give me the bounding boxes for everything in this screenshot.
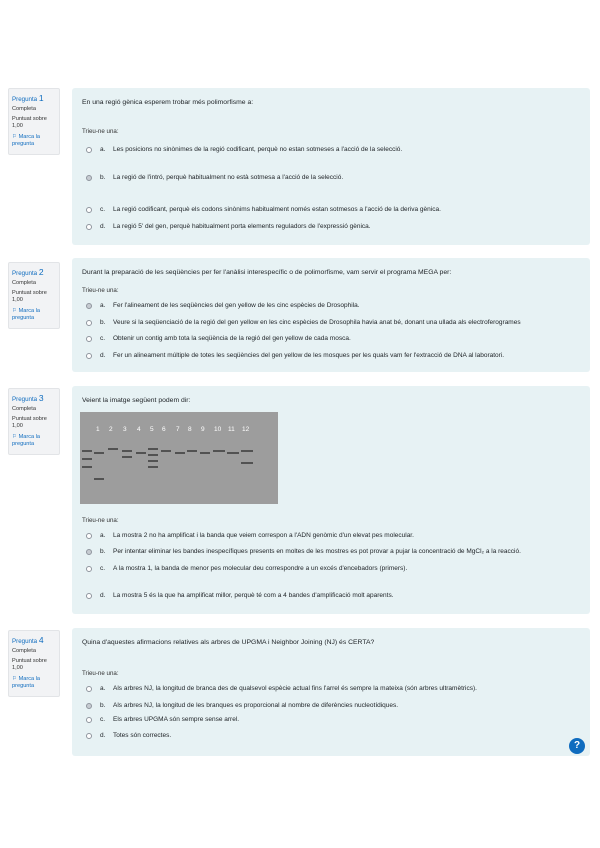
question-3-option-b[interactable]: b. Per intentar eliminar les bandes inespecífiques presents en moltes de les mostres es pot provar a pujar la concentració de MgCl₂ a la reacció. [86,548,582,555]
lane-label: 11 [228,426,235,433]
radio-button[interactable] [86,336,92,342]
gel-band [241,462,253,464]
question-2-status: Completa [12,280,36,286]
question-1-info [8,88,60,155]
question-1-text: En una regió gènica esperem trobar més polimorfisme a: [82,99,254,106]
lane-label: 9 [201,426,205,433]
question-3-text: Veient la imatge següent podem dir: [82,397,191,404]
lane-label: 5 [150,426,154,433]
gel-band [82,458,92,460]
gel-band [148,454,158,456]
gel-band [122,456,132,458]
radio-button[interactable] [86,320,92,326]
question-1-choose-label: Trieu-ne una: [82,128,119,135]
gel-band [187,450,197,452]
question-3-option-a[interactable]: a. La mostra 2 no ha amplificat i la banda que veiem correspon a l'ADN genòmic d'un elevat pes molecular. [86,532,582,539]
gel-band [122,450,132,452]
radio-button[interactable] [86,549,92,555]
radio-button[interactable] [86,147,92,153]
question-3-flag-link[interactable]: ⚐ Marca la pregunta [12,434,41,447]
radio-button[interactable] [86,207,92,213]
question-4-option-a[interactable]: a. Als arbres NJ, la longitud de branca des de qualsevol espècie actual fins l'arrel és sempre la mateixa (són arbres ultramètrics). [86,685,582,692]
question-4-option-b[interactable]: b. Als arbres NJ, la longitud de les branques es proporcional al nombre de diferències nucleotídiques. [86,702,582,709]
radio-button[interactable] [86,224,92,230]
question-4-score: Puntuat sobre 1,00 [12,658,47,671]
radio-button[interactable] [86,717,92,723]
question-1-number: Pregunta 1 [12,93,44,103]
question-2-score: Puntuat sobre 1,00 [12,290,47,303]
question-4-option-c[interactable]: c. Els arbres UPGMA són sempre sense arrel. [86,716,582,723]
flag-icon: ⚐ [12,676,18,682]
radio-button[interactable] [86,703,92,709]
question-4-text: Quina d'aquestes afirmacions relatives als arbres de UPGMA i Neighbor Joining (NJ) és CERTA? [82,639,375,646]
gel-band [94,478,104,480]
question-2-content [72,258,590,372]
flag-icon: ⚐ [12,134,18,140]
question-3-info [8,388,60,455]
radio-button[interactable] [86,353,92,359]
question-2-option-d[interactable]: d. Fer un alineament múltiple de totes les seqüències del gen yellow de les mosques per les quals vam fer l'extracció de DNA al laboratori. [86,352,582,359]
question-1-option-a[interactable]: a. Les posicions no sinònimes de la regió codificant, perquè no estan sotmeses a l'acció de la selecció. [86,146,582,153]
lane-label: 10 [214,426,222,433]
radio-button[interactable] [86,566,92,572]
question-1-status: Completa [12,106,36,112]
gel-band [94,452,104,454]
gel-electrophoresis-image [80,412,278,504]
lane-label: 7 [176,426,180,433]
question-1-option-d[interactable]: d. La regió 5' del gen, perquè habitualment porta elements reguladors de l'expressió gènica. [86,223,582,230]
question-3-status: Completa [12,406,36,412]
question-4-status: Completa [12,648,36,654]
gel-band [200,452,210,454]
lane-label: 12 [242,426,250,433]
gel-band [148,448,158,450]
radio-button[interactable] [86,533,92,539]
question-3-option-d[interactable]: d. La mostra 5 és la que ha amplificat millor, perquè té com a 4 bandes d'amplificació molt aparents. [86,592,582,599]
question-4-info [8,630,60,697]
help-button[interactable]: ? [569,738,585,754]
question-3-score: Puntuat sobre 1,00 [12,416,47,429]
question-2-option-c[interactable]: c. Obtenir un contig amb tota la seqüència de la regió del gen yellow de cada mosca. [86,335,582,342]
gel-band [82,466,92,468]
lane-label: 2 [109,426,113,433]
radio-button[interactable] [86,733,92,739]
question-1-option-b[interactable]: b. La regió de l'intró, perquè habitualment no està sotmesa a l'acció de la selecció. [86,174,582,181]
question-2-option-b[interactable]: b. Veure si la seqüenciació de la regió del gen yellow en les cinc espècies de Drosophila havia anat bé, donant una ullada als electroferogrames [86,319,582,326]
radio-button[interactable] [86,593,92,599]
question-4-choose-label: Trieu-ne una: [82,670,119,677]
flag-icon: ⚐ [12,434,18,440]
question-4-option-d[interactable]: d. Totes són correctes. [86,732,582,739]
question-3-number: Pregunta 3 [12,393,44,403]
lane-label: 1 [96,426,100,433]
lane-label: 8 [188,426,192,433]
question-2-text: Durant la preparació de les seqüències per fer l'anàlisi interespecífic o de polimorfisme, vam servir el programa MEGA per: [82,269,452,276]
radio-button[interactable] [86,303,92,309]
radio-button[interactable] [86,686,92,692]
question-2-flag-link[interactable]: ⚐ Marca la pregunta [12,308,41,321]
question-1-option-c[interactable]: c. La regió codificant, perquè els codons sinònims habitualment només estan sotmesos a l'acció de la deriva gènica. [86,206,582,213]
question-4-flag-link[interactable]: ⚐ Marca la pregunta [12,676,41,689]
question-2-info [8,262,60,329]
question-3-content [72,386,590,614]
question-4-content [72,628,590,756]
gel-band [108,448,118,450]
gel-band [136,452,146,454]
flag-icon: ⚐ [12,308,18,314]
gel-band [227,452,239,454]
gel-band [148,460,158,462]
question-1-score: Puntuat sobre 1,00 [12,116,47,129]
question-2-choose-label: Trieu-ne una: [82,287,119,294]
question-2-option-a[interactable]: a. Fer l'alineament de les seqüències del gen yellow de les cinc espècies de Drosophila. [86,302,582,309]
question-3-option-c[interactable]: c. A la mostra 1, la banda de menor pes molecular deu correspondre a un excés d'encebadors (primers). [86,565,582,572]
lane-label: 4 [137,426,141,433]
gel-band [148,466,158,468]
lane-label: 3 [123,426,127,433]
radio-button[interactable] [86,175,92,181]
gel-band [82,450,92,452]
gel-band [241,450,253,452]
gel-band [213,450,225,452]
question-3-choose-label: Trieu-ne una: [82,517,119,524]
gel-band [175,452,185,454]
question-4-number: Pregunta 4 [12,635,44,645]
question-2-number: Pregunta 2 [12,267,44,277]
gel-band [161,450,171,452]
lane-label: 6 [162,426,166,433]
question-1-content [72,88,590,245]
question-1-flag-link[interactable]: ⚐ Marca la pregunta [12,134,41,147]
